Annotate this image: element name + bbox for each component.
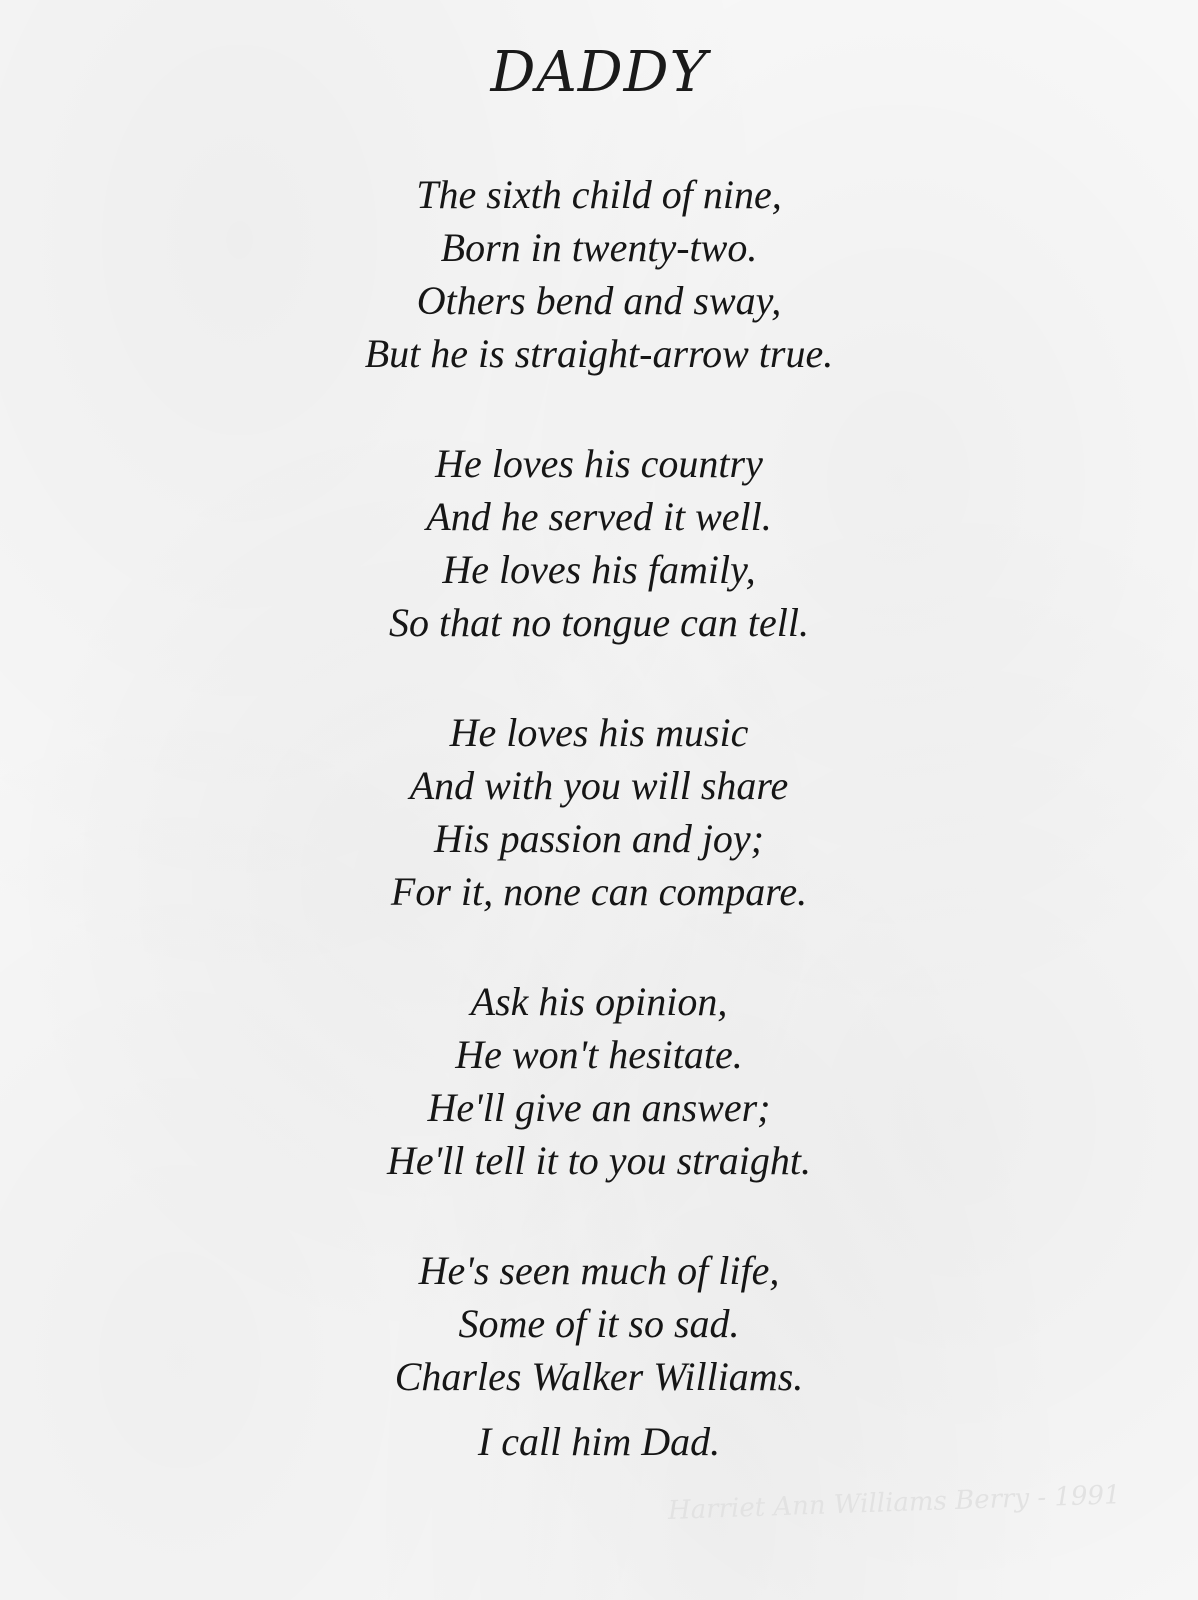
- poem-line: Charles Walker Williams.: [394, 1354, 804, 1399]
- stanza: [0, 1244, 1198, 1403]
- poem-line: And he served it well.: [426, 494, 772, 539]
- poem-line: For it, none can compare.: [390, 869, 808, 914]
- poem-line: He's seen much of life,: [418, 1248, 780, 1293]
- poem-line: Born in twenty-two.: [440, 225, 758, 270]
- poem-line: But he is straight-arrow true.: [364, 331, 834, 376]
- poem-body: [0, 168, 1198, 1468]
- poem-line: And with you will share: [409, 763, 789, 808]
- poem-line: So that no tongue can tell.: [389, 600, 809, 645]
- stanza: [0, 975, 1198, 1187]
- poem-line: Ask his opinion,: [470, 979, 728, 1024]
- stanza: [0, 437, 1198, 649]
- poem-line: He won't hesitate.: [455, 1032, 743, 1077]
- stanza: [0, 706, 1198, 918]
- poem-line: Others bend and sway,: [416, 278, 782, 323]
- poem-title: DADDY: [490, 40, 708, 105]
- poem-line: He'll give an answer;: [427, 1085, 771, 1130]
- poem-line: The sixth child of nine,: [416, 172, 782, 217]
- faint-signature: Harriet Ann Williams Berry - 1991: [667, 1480, 1122, 1526]
- poem-line: He'll tell it to you straight.: [386, 1138, 812, 1183]
- poem-line: His passion and joy;: [434, 816, 764, 861]
- poem-line: Some of it so sad.: [458, 1301, 740, 1346]
- closing-line: I call him Dad.: [477, 1419, 721, 1464]
- stanza: [0, 168, 1198, 380]
- poem-line: He loves his music: [449, 710, 749, 755]
- poem-line: He loves his country: [435, 441, 763, 486]
- poem-line: He loves his family,: [442, 547, 756, 592]
